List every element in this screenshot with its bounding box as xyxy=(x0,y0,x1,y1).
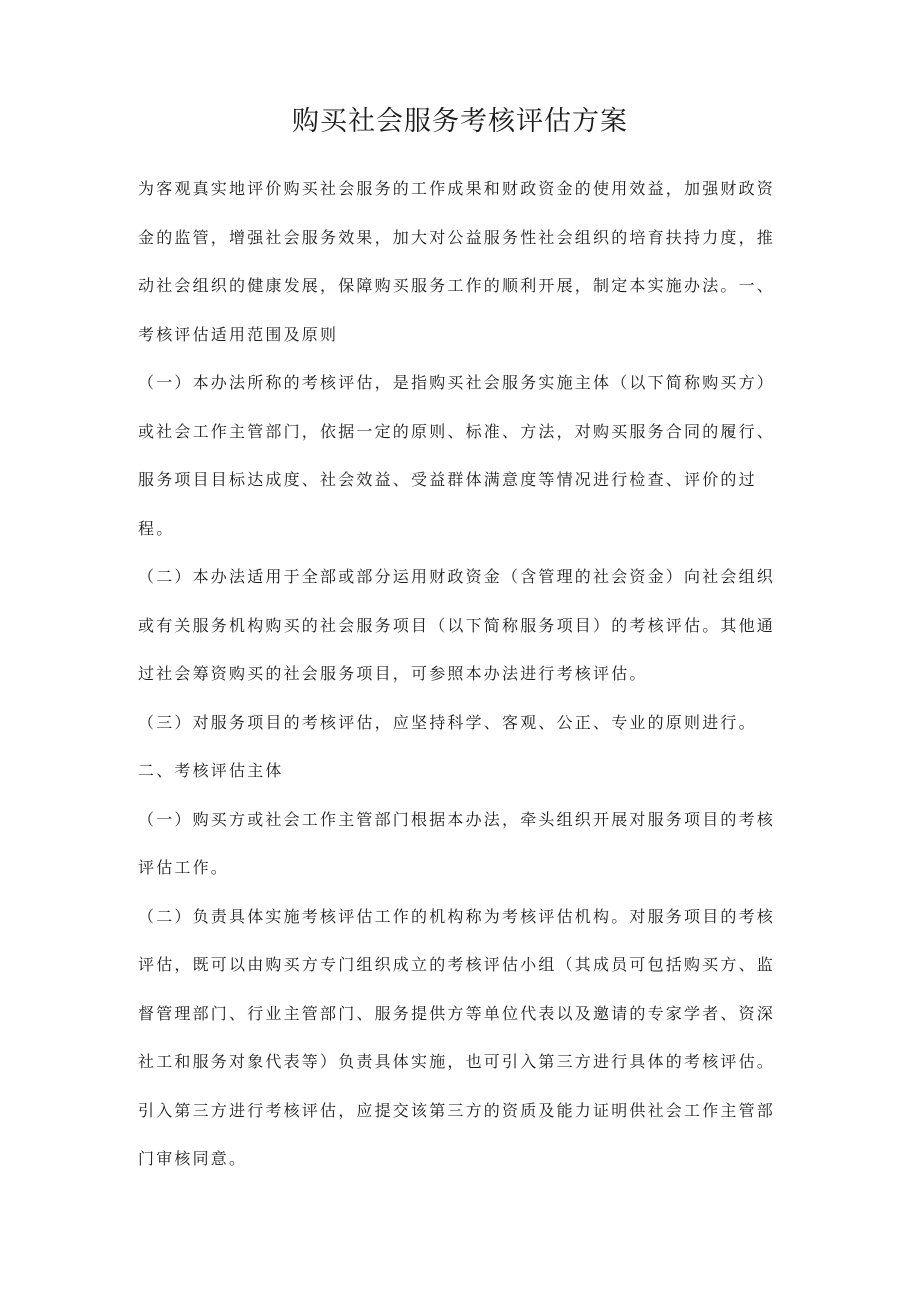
body-line: 考核评估适用范围及原则 xyxy=(138,324,339,344)
body-line: 为客观真实地评价购买社会服务的工作成果和财政资金的使用效益，加强财政资 xyxy=(138,179,776,198)
document-body xyxy=(138,165,788,1184)
body-line: 或社会工作主管部门，依据一定的原则、标准、方法，对购买服务合同的履行、 xyxy=(138,421,776,441)
body-line: 二、考核评估主体 xyxy=(138,761,284,780)
body-line: 引入第三方进行考核评估，应提交该第三方的资质及能力证明供社会工作主管部 xyxy=(138,1100,776,1120)
body-line: 金的监管，增强社会服务效果，加大对公益服务性社会组织的培育扶持力度，推 xyxy=(138,227,776,247)
body-line: 程。 xyxy=(138,518,175,538)
document-title: 购买社会服务考核评估方案 xyxy=(292,106,628,137)
body-line: （一）购买方或社会工作主管部门根据本办法，牵头组织开展对服务项目的考核 xyxy=(138,809,776,829)
body-line: （二）负责具体实施考核评估工作的机构称为考核评估机构。对服务项目的考核 xyxy=(138,906,776,926)
body-line: （三）对服务项目的考核评估，应坚持科学、客观、公正、专业的原则进行。 xyxy=(138,712,757,732)
body-line: 过社会筹资购买的社会服务项目，可参照本办法进行考核评估。 xyxy=(138,664,648,683)
body-line: （二）本办法适用于全部或部分运用财政资金（含管理的社会资金）向社会组织 xyxy=(138,567,776,586)
body-line: 督管理部门、行业主管部门、服务提供方等单位代表以及邀请的专家学者、资深 xyxy=(138,1003,776,1023)
body-line: （一）本办法所称的考核评估，是指购买社会服务实施主体（以下简称购买方） xyxy=(138,373,776,392)
body-line: 或有关服务机构购买的社会服务项目（以下简称服务项目）的考核评估。其他通 xyxy=(138,615,776,635)
body-line: 门审核同意。 xyxy=(138,1149,248,1168)
body-line: 社工和服务对象代表等）负责具体实施，也可引入第三方进行具体的考核评估。 xyxy=(138,1052,776,1071)
body-line: 评估，既可以由购买方专门组织成立的考核评估小组（其成员可包括购买方、监 xyxy=(138,955,776,974)
body-line: 动社会组织的健康发展，保障购买服务工作的顺利开展，制定本实施办法。一、 xyxy=(138,276,776,295)
body-line: 服务项目目标达成度、社会效益、受益群体满意度等情况进行检查、评价的过 xyxy=(138,470,757,489)
body-line: 评估工作。 xyxy=(138,858,230,877)
